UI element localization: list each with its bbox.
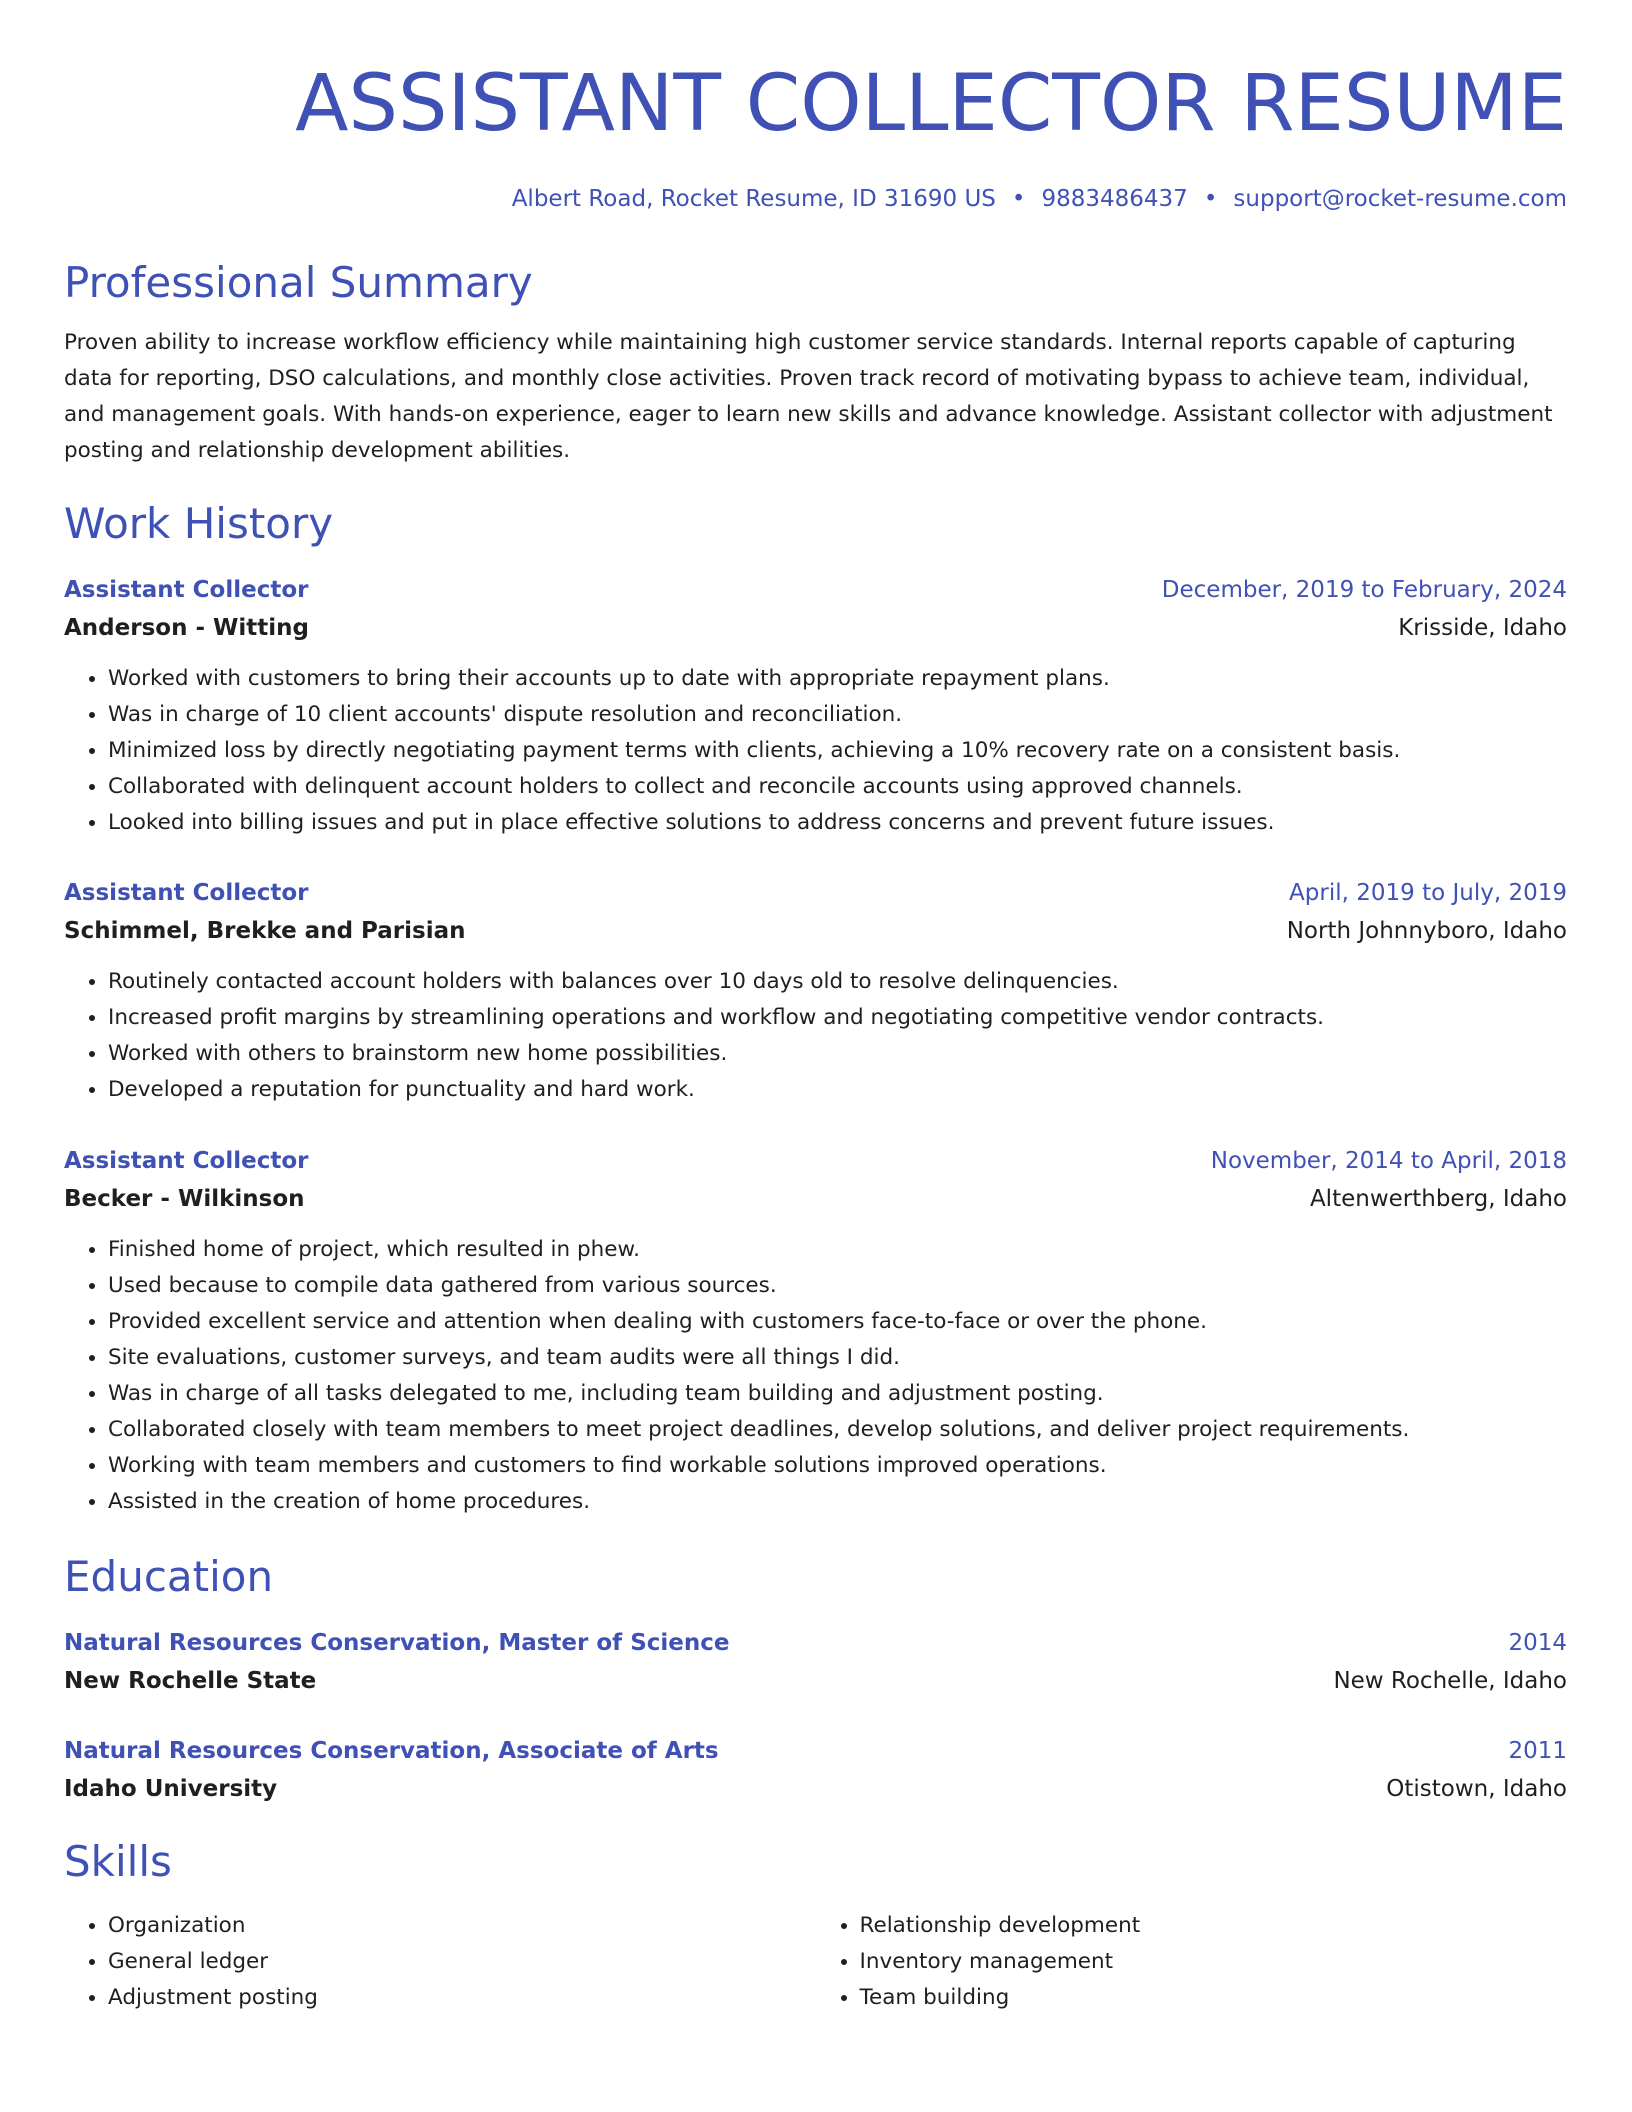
job-company-row [64,912,1567,950]
contact-email: support@rocket-resume.com [1233,186,1567,212]
list-item: • Provided excellent service and attention when dealing with customers face-to-face or over the phone. [108,1304,1567,1340]
work-history-section [64,496,1567,552]
education-entry [64,1732,1567,1808]
job-entry [64,874,1567,1108]
job-entry [64,571,1567,841]
list-item: • Routinely contacted account holders with balances over 10 days old to resolve delinquencies. [108,964,1567,1000]
list-item: • Assisted in the creation of home procedures. [108,1484,1567,1520]
education-header-row [64,1624,1567,1662]
section-heading-work-history: Work History [64,499,334,548]
job-role: Assistant Collector [64,1148,309,1174]
education-year: 2011 [1508,1738,1567,1764]
job-header-row [64,874,1567,912]
list-item: • Developed a reputation for punctuality and hard work. [108,1072,1567,1108]
resume-title: ASSISTANT COLLECTOR RESUME [295,59,1567,149]
list-item: • Was in charge of 10 client accounts' dispute resolution and reconciliation. [108,697,1567,733]
list-item: • Was in charge of all tasks delegated to me, including team building and adjustment posting. [108,1376,1567,1412]
education-location: Otistown, Idaho [1386,1776,1567,1802]
list-item: • Used because to compile data gathered from various sources. [108,1268,1567,1304]
contact-line [512,183,1567,215]
section-heading-education: Education [64,1552,274,1601]
section-heading-skills: Skills [64,1837,172,1886]
education-location: New Rochelle, Idaho [1333,1668,1567,1694]
contact-separator: • [1203,186,1218,212]
education-year: 2014 [1508,1630,1567,1656]
education-school-row [64,1662,1567,1700]
list-item: • Site evaluations, customer surveys, and team audits were all things I did. [108,1340,1567,1376]
job-location: North Johnnyboro, Idaho [1286,918,1567,944]
job-bullets [64,964,1567,1108]
education-header-row [64,1732,1567,1770]
education-school: New Rochelle State [64,1668,317,1694]
contact-address: Albert Road, Rocket Resume, ID 31690 US [511,186,996,212]
job-dates: December, 2019 to February, 2024 [1161,577,1567,603]
education-school-row [64,1770,1567,1808]
job-company: Schimmel, Brekke and Parisian [64,918,466,944]
job-location: Altenwerthberg, Idaho [1309,1186,1567,1212]
job-dates: November, 2014 to April, 2018 [1210,1148,1567,1174]
skills-section [64,1834,1567,2016]
skill-item: • Relationship development [860,1908,1568,1944]
job-header-row [64,571,1567,609]
job-company: Becker - Wilkinson [64,1186,305,1212]
job-role: Assistant Collector [64,577,309,603]
summary-text: Proven ability to increase workflow efficiency while maintaining high customer service standards. Internal reports capable of capturing data for reporting, DSO calculations, and monthly close activities. Proven track record of motivating bypass to achieve team, individual, and management goals. With hands-on experience, eager to learn new skills and advance knowledge. Assistant collector with adjustment posting and relationship development abilities. [64,330,1553,463]
job-dates: April, 2019 to July, 2019 [1289,880,1567,906]
list-item: • Collaborated closely with team members to meet project deadlines, develop solutions, and deliver project requirements. [108,1412,1567,1448]
contact-separator: • [1011,186,1026,212]
list-item: • Looked into billing issues and put in place effective solutions to address concerns and prevent future issues. [108,805,1567,841]
summary-section [64,255,1567,469]
education-degree: Natural Resources Conservation, Associate of Arts [64,1738,719,1764]
job-company-row [64,1180,1567,1218]
job-role: Assistant Collector [64,880,309,906]
list-item: • Worked with customers to bring their accounts up to date with appropriate repayment plans. [108,661,1567,697]
list-item: • Collaborated with delinquent account holders to collect and reconcile accounts using approved channels. [108,769,1567,805]
education-entry [64,1624,1567,1700]
job-location: Krisside, Idaho [1398,615,1567,641]
list-item: • Worked with others to brainstorm new home possibilities. [108,1036,1567,1072]
skills-list-left [64,1908,816,2016]
job-entry [64,1142,1567,1520]
education-degree: Natural Resources Conservation, Master of Science [64,1630,730,1656]
education-section [64,1549,1567,1605]
skill-item: • Organization [108,1908,816,1944]
list-item: • Finished home of project, which resulted in phew. [108,1232,1567,1268]
job-company: Anderson - Witting [64,615,309,641]
skill-item: • General ledger [108,1944,816,1980]
list-item: • Increased profit margins by streamlining operations and workflow and negotiating competitive vendor contracts. [108,1000,1567,1036]
job-bullets [64,1232,1567,1520]
contact-phone: 9883486437 [1041,186,1188,212]
skill-item: • Inventory management [860,1944,1568,1980]
skill-item: • Team building [860,1980,1568,2016]
skills-list-right [816,1908,1568,2016]
job-bullets [64,661,1567,841]
list-item: • Minimized loss by directly negotiating payment terms with clients, achieving a 10% recovery rate on a consistent basis. [108,733,1567,769]
skill-item: • Adjustment posting [108,1980,816,2016]
job-header-row [64,1142,1567,1180]
education-school: Idaho University [64,1776,278,1802]
section-heading-summary: Professional Summary [64,258,533,307]
list-item: • Working with team members and customers to find workable solutions improved operations. [108,1448,1567,1484]
job-company-row [64,609,1567,647]
skills-grid [64,1908,1567,2016]
